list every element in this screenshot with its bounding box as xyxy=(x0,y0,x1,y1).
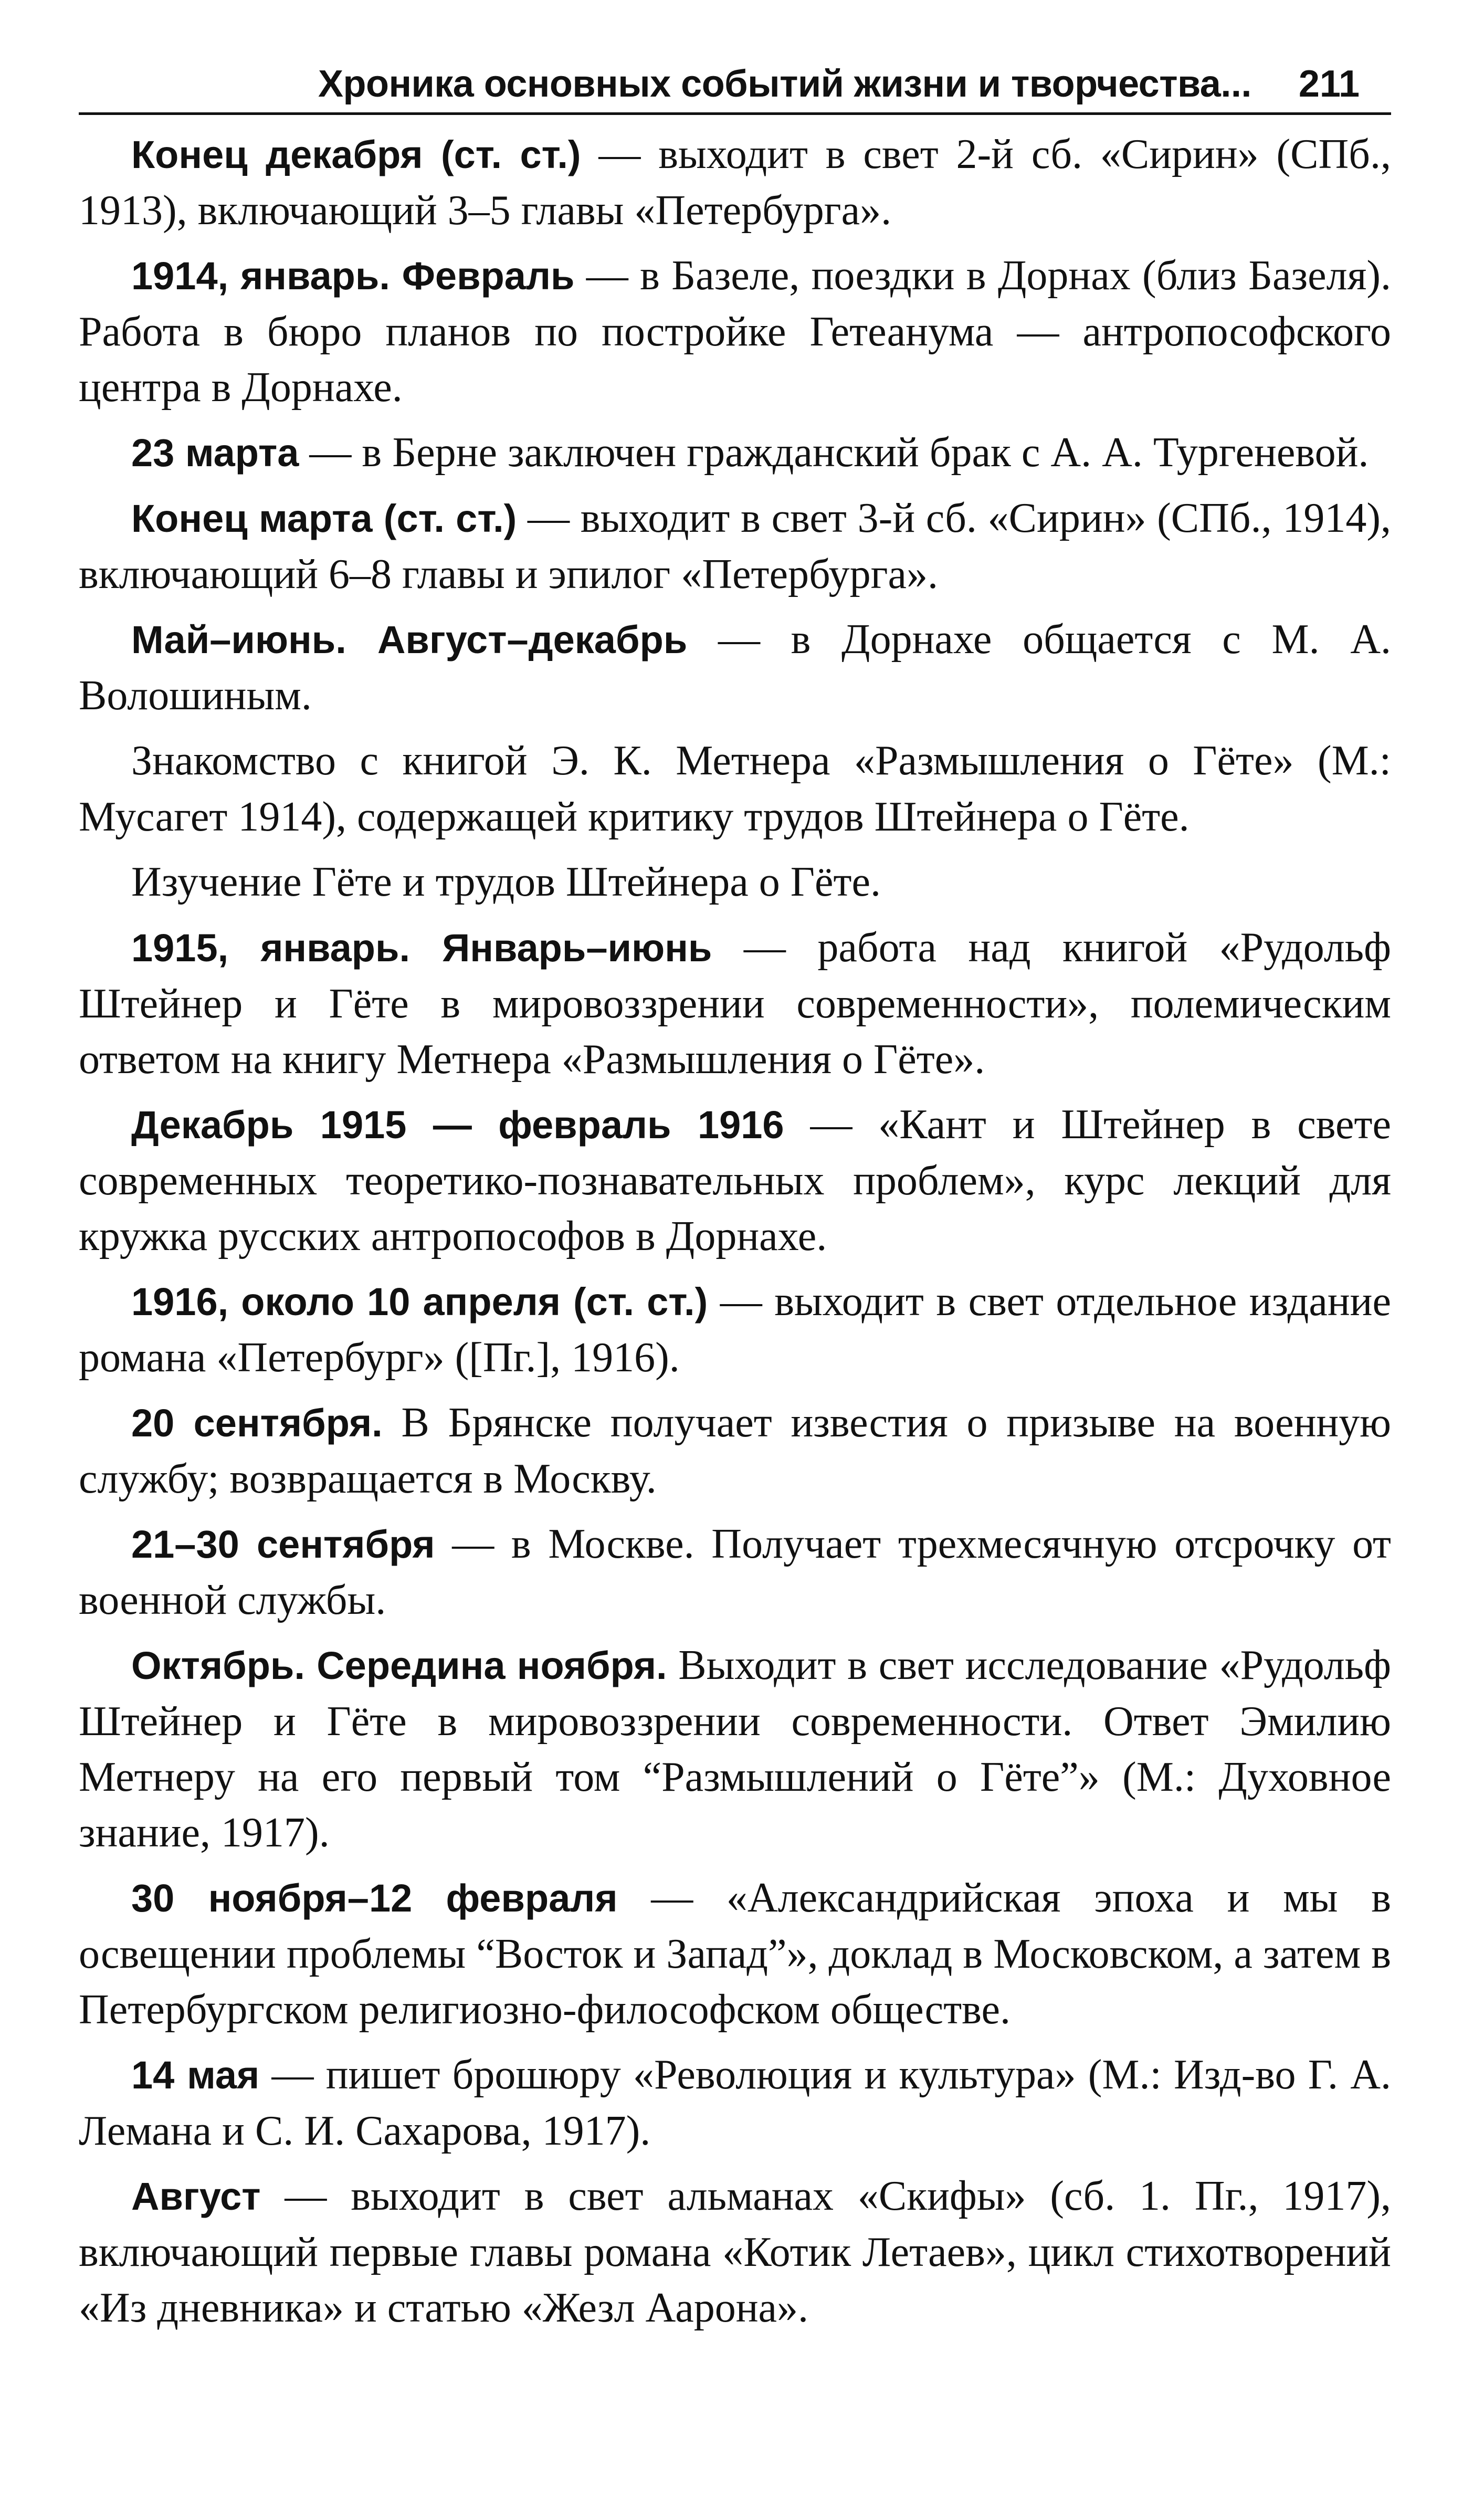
entry-date: Конец декабря (ст. ст.) xyxy=(131,133,581,176)
entry-date: 1916, около 10 апреля (ст. ст.) xyxy=(131,1280,708,1324)
entry-date: 14 мая xyxy=(131,2053,260,2097)
entry-date: 1915, январь. Январь–июнь xyxy=(131,926,712,970)
entry-date: Май–июнь. Август–декабрь xyxy=(131,618,688,662)
chronicle-entry xyxy=(79,248,1391,415)
entry-date: 23 марта xyxy=(131,431,299,475)
chronicle-entry xyxy=(79,1637,1391,1861)
chronicle-entry xyxy=(79,854,1391,910)
running-header xyxy=(79,58,1391,115)
entry-date: 20 сентября. xyxy=(131,1401,383,1445)
running-header-title: Хроника основных событий жизни и творчества... xyxy=(318,63,1251,105)
chronicle-entry xyxy=(79,490,1391,602)
book-page xyxy=(79,58,1391,2345)
chronicle-entry xyxy=(79,1395,1391,1507)
entry-date: 30 ноября–12 февраля xyxy=(131,1876,618,1920)
entry-text: — пишет брошюру «Революция и культура» (М.: Изд-во Г. А. Лемана и С. И. Сахарова, 1917). xyxy=(79,2052,1391,2154)
entry-text: Знакомство с книгой Э. К. Метнера «Размышления о Гёте» (М.: Мусагет 1914), содержащей критику трудов Штейнера о Гёте. xyxy=(79,738,1391,840)
chronicle-entry xyxy=(79,127,1391,238)
chronicle-entry xyxy=(79,425,1391,481)
entry-text: — выходит в свет 2-й сб. «Сирин» (СПб., 1913), включающий 3–5 главы «Петербурга». xyxy=(79,131,1392,234)
entry-text: — в Базеле, поездки в Дорнах (близ Базеля). Работа в бюро планов по постройке Гетеанума — антропософского центра в Дорнахе. xyxy=(79,253,1392,411)
chronicle-entry xyxy=(79,1274,1391,1385)
chronicle-entry xyxy=(79,1516,1391,1628)
entry-text: — выходит в свет альманах «Скифы» (сб. 1. Пг., 1917), включающий первые главы романа «Котик Летаев», цикл стихотворений «Из дневника» и статью «Жезл Аарона». xyxy=(79,2173,1391,2331)
chronicle-entry xyxy=(79,2168,1391,2336)
entry-text: — «Александрийская эпоха и мы в освещении проблемы “Восток и Запад”», доклад в Московском, а затем в Петербургском религиозно-философском обществе. xyxy=(79,1875,1392,2033)
entry-date: Декабрь 1915 — февраль 1916 xyxy=(131,1103,784,1147)
chronicle-entry xyxy=(79,733,1391,845)
entry-text: — «Кант и Штейнер в свете современных теоретико-познавательных проблем», курс лекций для кружка русских антропософов в Дорнахе. xyxy=(79,1101,1391,1259)
chronicle-entry xyxy=(79,612,1391,723)
chronicle-entries xyxy=(79,127,1391,2336)
entry-date: Конец марта (ст. ст.) xyxy=(131,497,517,540)
entry-text: — выходит в свет 3-й сб. «Сирин» (СПб., 1914), включающий 6–8 главы и эпилог «Петербурга». xyxy=(79,495,1391,597)
chronicle-entry xyxy=(79,1097,1391,1264)
entry-text: — работа над книгой «Рудольф Штейнер и Гёте в мировоззрении современности», полемическим ответом на книгу Метнера «Размышления о Гёте». xyxy=(79,925,1391,1083)
entry-date: Октябрь. Середина ноября. xyxy=(131,1644,667,1687)
entry-date: 21–30 сентября xyxy=(131,1522,435,1566)
chronicle-entry xyxy=(79,1870,1391,2038)
entry-text: В Брянске получает известия о призыве на военную службу; возвращается в Москву. xyxy=(79,1400,1391,1502)
entry-text: Выходит в свет исследование «Рудольф Штейнер и Гёте в мировоззрении современности. Ответ Эмилию Метнеру на его первый том “Размышлений о Гёте”» (М.: Духовное знание, 1917). xyxy=(79,1642,1391,1856)
entry-text: — выходит в свет отдельное издание романа «Петербург» ([Пг.], 1916). xyxy=(79,1278,1392,1381)
entry-text: Изучение Гёте и трудов Штейнера о Гёте. xyxy=(131,859,881,905)
entry-text: — в Дорнахе общается с М. А. Волошиным. xyxy=(79,616,1391,719)
chronicle-entry xyxy=(79,920,1391,1087)
chronicle-entry xyxy=(79,2047,1391,2159)
entry-date: 1914, январь. Февраль xyxy=(131,254,575,298)
entry-text: — в Москве. Получает трехмесячную отсрочку от военной службы. xyxy=(79,1521,1391,1623)
page-number: 211 xyxy=(1298,63,1360,105)
entry-date: Август xyxy=(131,2175,261,2218)
entry-text: — в Берне заключен гражданский брак с А. А. Тургеневой. xyxy=(299,429,1369,476)
